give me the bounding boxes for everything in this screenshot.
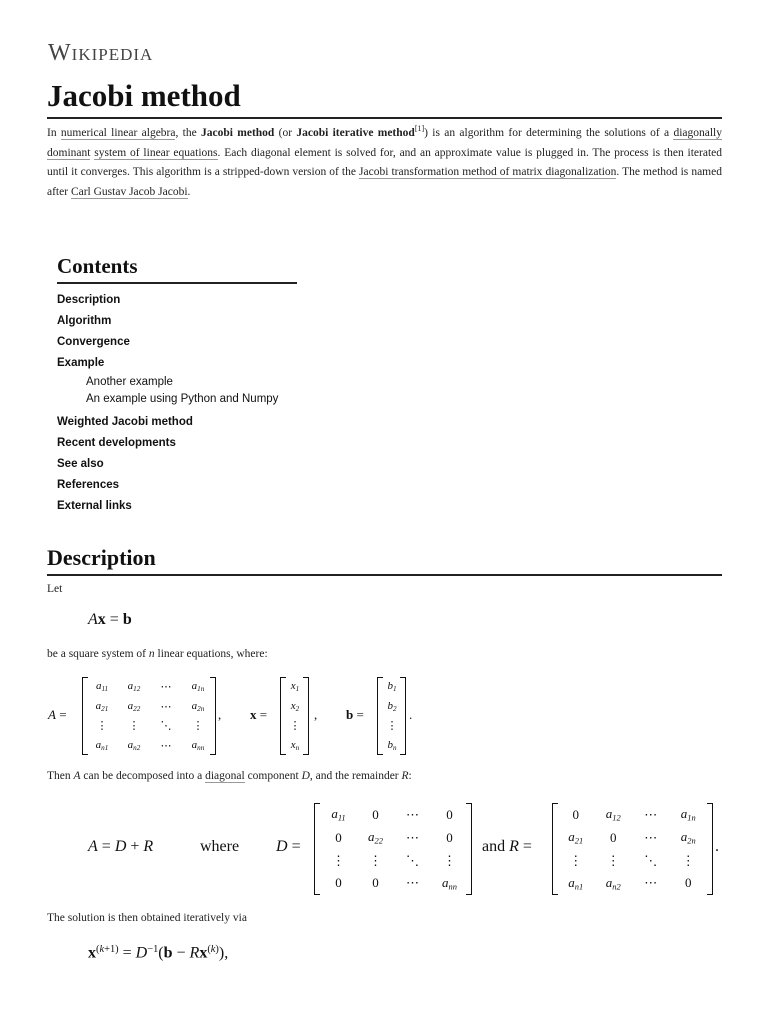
toc-item[interactable]: An example using Python and Numpy bbox=[86, 393, 279, 405]
term-jacobi-iterative-method: Jacobi iterative method bbox=[296, 127, 415, 139]
vector-b-label: b = bbox=[346, 707, 364, 722]
title-divider bbox=[47, 117, 722, 119]
vector-x-label: x = bbox=[250, 707, 268, 722]
period: . bbox=[715, 838, 719, 855]
vector-b: $b_1$ $b_2$ ⋮ $b_n$ bbox=[386, 680, 398, 752]
matrix-r-label: and R = bbox=[482, 838, 532, 855]
toc-item[interactable]: Weighted Jacobi method bbox=[57, 416, 193, 428]
toc-item[interactable]: References bbox=[57, 479, 120, 491]
toc-item[interactable]: Algorithm bbox=[57, 315, 112, 327]
link-numerical-linear-algebra[interactable]: numerical linear algebra bbox=[60, 127, 176, 139]
reference-1[interactable]: [1] bbox=[414, 124, 425, 134]
intro-text: ) is an algorithm for determining the solutions of a bbox=[424, 127, 674, 139]
and-label: and bbox=[482, 838, 506, 855]
intro-text: . Each diagonal element is solved for, and an approximate value is plugged in. The process is then iterated until it converges. This algorithm is a stripped-down version of the bbox=[47, 146, 722, 178]
link-carl-gustav-jacob-jacobi[interactable]: Carl Gustav Jacob Jacobi bbox=[70, 185, 188, 198]
description-divider bbox=[47, 574, 722, 576]
equation-ax-equals-b bbox=[88, 611, 132, 629]
link-diagonally-dominant[interactable]: diagonally dominant bbox=[47, 127, 722, 159]
where-label: where bbox=[200, 838, 240, 855]
toc-item[interactable]: External links bbox=[57, 500, 132, 512]
text-fragment: be a square system of bbox=[47, 648, 149, 660]
toc-item[interactable]: Example bbox=[57, 357, 105, 369]
decomposition-text bbox=[47, 770, 412, 782]
intro-text: (or bbox=[274, 127, 297, 139]
toc-item[interactable]: See also bbox=[57, 458, 104, 470]
contents-title: Contents bbox=[57, 254, 138, 278]
period: . bbox=[409, 707, 413, 722]
symbol-r: R bbox=[401, 770, 409, 782]
symbol-a: A bbox=[73, 770, 81, 782]
solution-text: The solution is then obtained iteratively via bbox=[47, 912, 247, 924]
vector-b-right-bracket bbox=[400, 677, 406, 755]
text-fragment: , and the remainder bbox=[309, 770, 402, 782]
toc-item[interactable]: Another example bbox=[86, 376, 173, 388]
text-fragment: Then bbox=[47, 770, 74, 782]
comma: , bbox=[314, 707, 318, 722]
intro-text: . bbox=[187, 185, 191, 198]
text-fragment: component bbox=[244, 770, 302, 782]
matrix-d: $a_{11}$ 0 ⋯ 0 0 $a_{22}$ ⋯ 0 ⋮ ⋮ ⋱ ⋮ 0 0 ⋯ $a_{nn}$ bbox=[331, 806, 457, 892]
matrix-d-right-bracket bbox=[466, 803, 472, 895]
comma: , bbox=[218, 707, 222, 722]
matrix-d-label: D = bbox=[276, 838, 301, 855]
section-heading-description: Description bbox=[47, 545, 156, 570]
intro-text: . The method is named after bbox=[47, 166, 722, 198]
eq-symbol-b: b bbox=[122, 611, 132, 628]
table-of-contents bbox=[57, 290, 278, 517]
intro-text: , the bbox=[175, 127, 202, 139]
eq-symbol-x: x bbox=[97, 611, 106, 628]
matrix-a-right-bracket bbox=[210, 677, 216, 755]
page-title: Jacobi method bbox=[47, 78, 241, 113]
text-fragment: can be decomposed into a bbox=[80, 770, 206, 782]
vector-x-right-bracket bbox=[303, 677, 309, 755]
let-text: Let bbox=[47, 583, 63, 595]
symbol-d: D bbox=[301, 770, 310, 782]
equation-jacobi-iteration: $x^{(k+1)} = D^{-1}(b - Rx^{(k)})$, bbox=[88, 944, 229, 962]
wordmark-text: Wikipedia bbox=[48, 40, 154, 66]
wikipedia-wordmark[interactable] bbox=[48, 40, 153, 67]
text-fragment: linear equations, where: bbox=[154, 648, 268, 660]
toc-item[interactable]: Recent developments bbox=[57, 437, 176, 449]
term-jacobi-method: Jacobi method bbox=[201, 127, 275, 139]
symbol-n: n bbox=[148, 648, 155, 660]
eq-equals: = bbox=[109, 611, 119, 628]
link-jacobi-transformation-method[interactable]: Jacobi transformation method of matrix diagonalization bbox=[359, 166, 617, 178]
contents-divider bbox=[57, 282, 297, 284]
equation-a-equals-d-plus-r: A = D + R bbox=[88, 838, 154, 855]
intro-paragraph bbox=[47, 124, 722, 202]
intro-text: In bbox=[47, 127, 61, 139]
matrix-a: $a_{11}$ $a_{12}$ ⋯ $a_{1n}$ $a_{21}$ $a_{22}$ ⋯ $a_{2n}$ ⋮ ⋮ ⋱ ⋮ $a_{n1}$ $a_{n2}$ ⋯ $a_{nn}$ bbox=[95, 680, 205, 752]
square-system-text bbox=[47, 648, 268, 660]
vector-x: $x_1$ $x_2$ ⋮ $x_n$ bbox=[289, 680, 301, 752]
matrix-r: 0 $a_{12}$ ⋯ $a_{1n}$ $a_{21}$ 0 ⋯ $a_{2n}$ ⋮ ⋮ ⋱ ⋮ $a_{n1}$ $a_{n2}$ ⋯ 0 bbox=[568, 806, 696, 892]
toc-item[interactable]: Description bbox=[57, 294, 121, 306]
link-system-of-linear-equations[interactable]: system of linear equations bbox=[94, 146, 218, 159]
toc-item[interactable]: Convergence bbox=[57, 336, 130, 348]
link-diagonal[interactable]: diagonal bbox=[205, 770, 245, 782]
matrix-r-right-bracket bbox=[707, 803, 713, 895]
text-fragment: : bbox=[408, 770, 412, 782]
eq-symbol-a: A bbox=[88, 611, 98, 628]
matrix-a-label: A = bbox=[48, 707, 67, 722]
